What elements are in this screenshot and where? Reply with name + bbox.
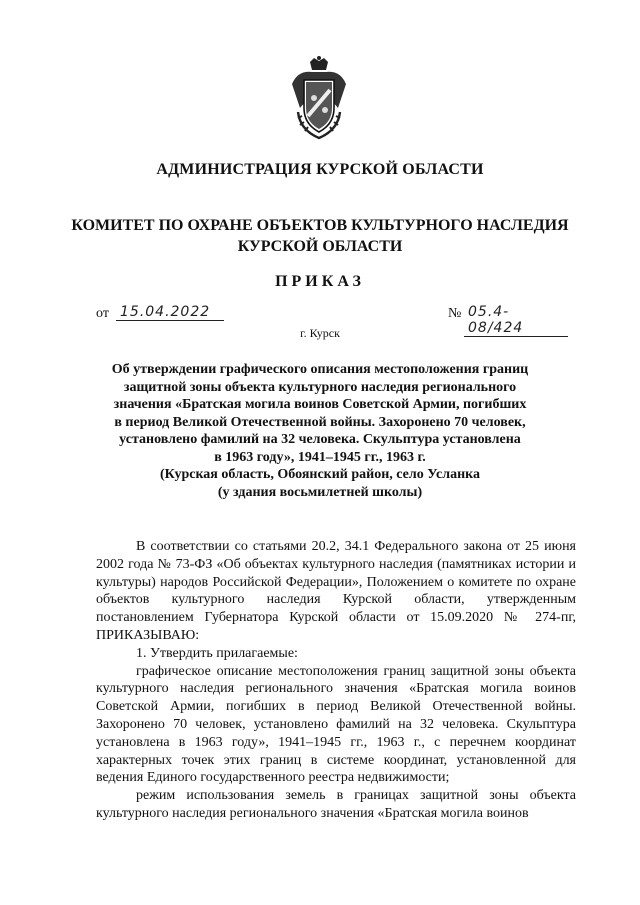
date-label: от [96, 306, 109, 321]
administration-heading: АДМИНИСТРАЦИЯ КУРСКОЙ ОБЛАСТИ [156, 161, 484, 178]
city-label: г. Курск [300, 326, 340, 340]
body-paragraph: В соответствии со статьями 20.2, 34.1 Федерального закона от 25 июня 2002 года № 73-ФЗ «Об объектах культурного наследия (памятниках истории и культуры) народов Российской Федерации», Положением о комитете по охране объектов культурного наследия Курской области, утвержденным постановлением Губернатора Курской области от 15.09.2020 № 274-пг, ПРИКАЗЫВАЮ: [96, 539, 576, 643]
title-line: защитной зоны объекта культурного наследия регионального [123, 379, 517, 395]
title-line: (у здания восьмилетней школы) [217, 484, 423, 500]
committee-heading-line2: КУРСКОЙ ОБЛАСТИ [237, 238, 403, 255]
coat-of-arms-icon [288, 56, 350, 140]
committee-heading [0, 215, 640, 257]
body-paragraph: режим использования земель в границах защитной зоны объекта культурного наследия регионального значения «Братская могила воинов [96, 788, 576, 821]
body-paragraph: 1. Утвердить прилагаемые: [136, 645, 298, 661]
document-body [96, 538, 576, 823]
date-value: 15.04.2022 [116, 304, 224, 321]
title-line: значения «Братская могила воинов Советской Армии, погибших [113, 397, 527, 412]
title-line: (Курская область, Обоянский район, село Усланка [159, 467, 480, 482]
title-line: в 1963 году», 1941–1945 гг., 1963 г. [214, 449, 426, 465]
body-paragraph: графическое описание местоположения границ защитной зоны объекта культурного наследия регионального значения «Братская могила воинов Советской Армии, погибших в период Великой Отечественной войны. Захоронено 70 человек, установлено фамилий на 32 человека. Скульптура установлена в 1963 году», 1941–1945 гг., 1963 г., с перечнем координат характерных точек этих границ в системе координат, установленной для ведения Единого государственного реестра недвижимости; [96, 663, 576, 786]
committee-heading-line1: КОМИТЕТ ПО ОХРАНЕ ОБЪЕКТОВ КУЛЬТУРНОГО НАСЛЕДИЯ [71, 217, 569, 234]
title-line: в период Великой Отечественной войны. Захоронено 70 человек, [114, 414, 526, 430]
order-heading: ПРИКАЗ [275, 273, 365, 290]
document-title [110, 361, 530, 501]
title-line: Об утверждении графического описания местоположения границ [111, 362, 529, 377]
title-line: установлено фамилий на 32 человека. Скульптура установлена [119, 432, 521, 447]
number-value: 05.4-08/424 [464, 304, 568, 337]
number-label: № [448, 306, 462, 321]
